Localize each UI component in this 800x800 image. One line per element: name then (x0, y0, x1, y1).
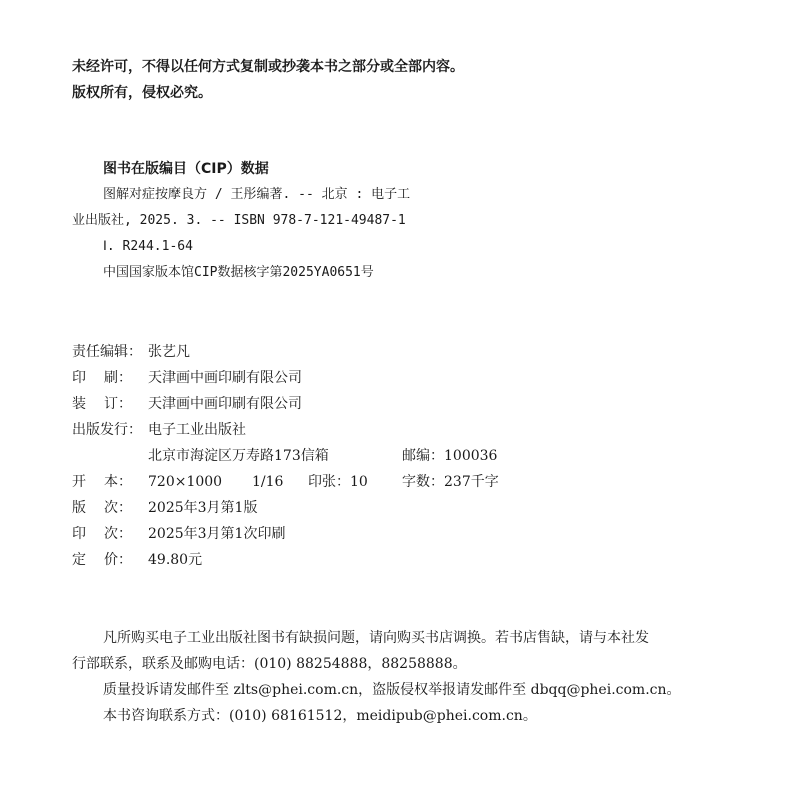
editor-label: 责任编辑： (72, 344, 142, 360)
printing-label: 印 次： (72, 526, 132, 542)
edition-row (72, 499, 257, 517)
notice-paragraph-1-line-1: 凡所购买电子工业出版社图书有缺损问题，请向购买书店调换。若书店售缺，请与本社发 (103, 630, 649, 646)
cip-record-number: 中国国家版本馆CIP数据核字第2025YA0651号 (103, 265, 374, 280)
price-value: 49.80元 (148, 552, 203, 568)
cip-heading: 图书在版编目（CIP）数据 (103, 161, 269, 177)
editor-value: 张艺凡 (148, 344, 190, 360)
notice-paragraph-1-line-2: 行部联系，联系及邮购电话：(010) 88254888，88258888。 (72, 656, 467, 672)
format-row (72, 473, 499, 491)
binding-label: 装 订： (72, 396, 132, 412)
printer-label: 印 刷： (72, 370, 132, 386)
publisher-value: 电子工业出版社 (148, 422, 246, 438)
editor-row (72, 343, 190, 361)
printer-row (72, 369, 302, 387)
format-fraction: 1/16 (252, 474, 284, 490)
copyright-notice: 未经许可，不得以任何方式复制或抄袭本书之部分或全部内容。 (72, 59, 464, 75)
notice-paragraph-3: 本书咨询联系方式：(010) 68161512，meidipub@phei.com.cn。 (103, 708, 537, 724)
printing-value: 2025年3月第1次印刷 (148, 526, 286, 542)
format-size: 720×1000 (148, 474, 223, 490)
printed-sheets: 印张：10 (308, 474, 368, 490)
address-row (148, 447, 497, 465)
price-label: 定 价： (72, 552, 132, 568)
publisher-label: 出版发行： (72, 422, 142, 438)
printer-value: 天津画中画印刷有限公司 (148, 370, 302, 386)
cip-line-1: 图解对症按摩良方 / 王彤编著. -- 北京 : 电子工 (103, 187, 411, 202)
postcode: 邮编：100036 (402, 448, 498, 464)
binding-value: 天津画中画印刷有限公司 (148, 396, 302, 412)
word-count: 字数：237千字 (402, 474, 499, 490)
notice-paragraph-2: 质量投诉请发邮件至 zlts@phei.com.cn，盗版侵权举报请发邮件至 dbqq@phei.com.cn。 (103, 682, 681, 698)
printing-row (72, 525, 285, 543)
edition-label: 版 次： (72, 500, 132, 516)
cip-line-2: 业出版社, 2025. 3. -- ISBN 978-7-121-49487-1 (72, 213, 406, 228)
binding-row (72, 395, 302, 413)
edition-value: 2025年3月第1版 (148, 500, 258, 516)
format-label: 开 本： (72, 474, 132, 490)
rights-reserved: 版权所有，侵权必究。 (72, 85, 212, 101)
publisher-address: 北京市海淀区万寿路173信箱 (148, 448, 329, 464)
price-row (72, 551, 202, 569)
publisher-row (72, 421, 246, 439)
cip-classification: Ⅰ. R244.1-64 (103, 239, 193, 254)
